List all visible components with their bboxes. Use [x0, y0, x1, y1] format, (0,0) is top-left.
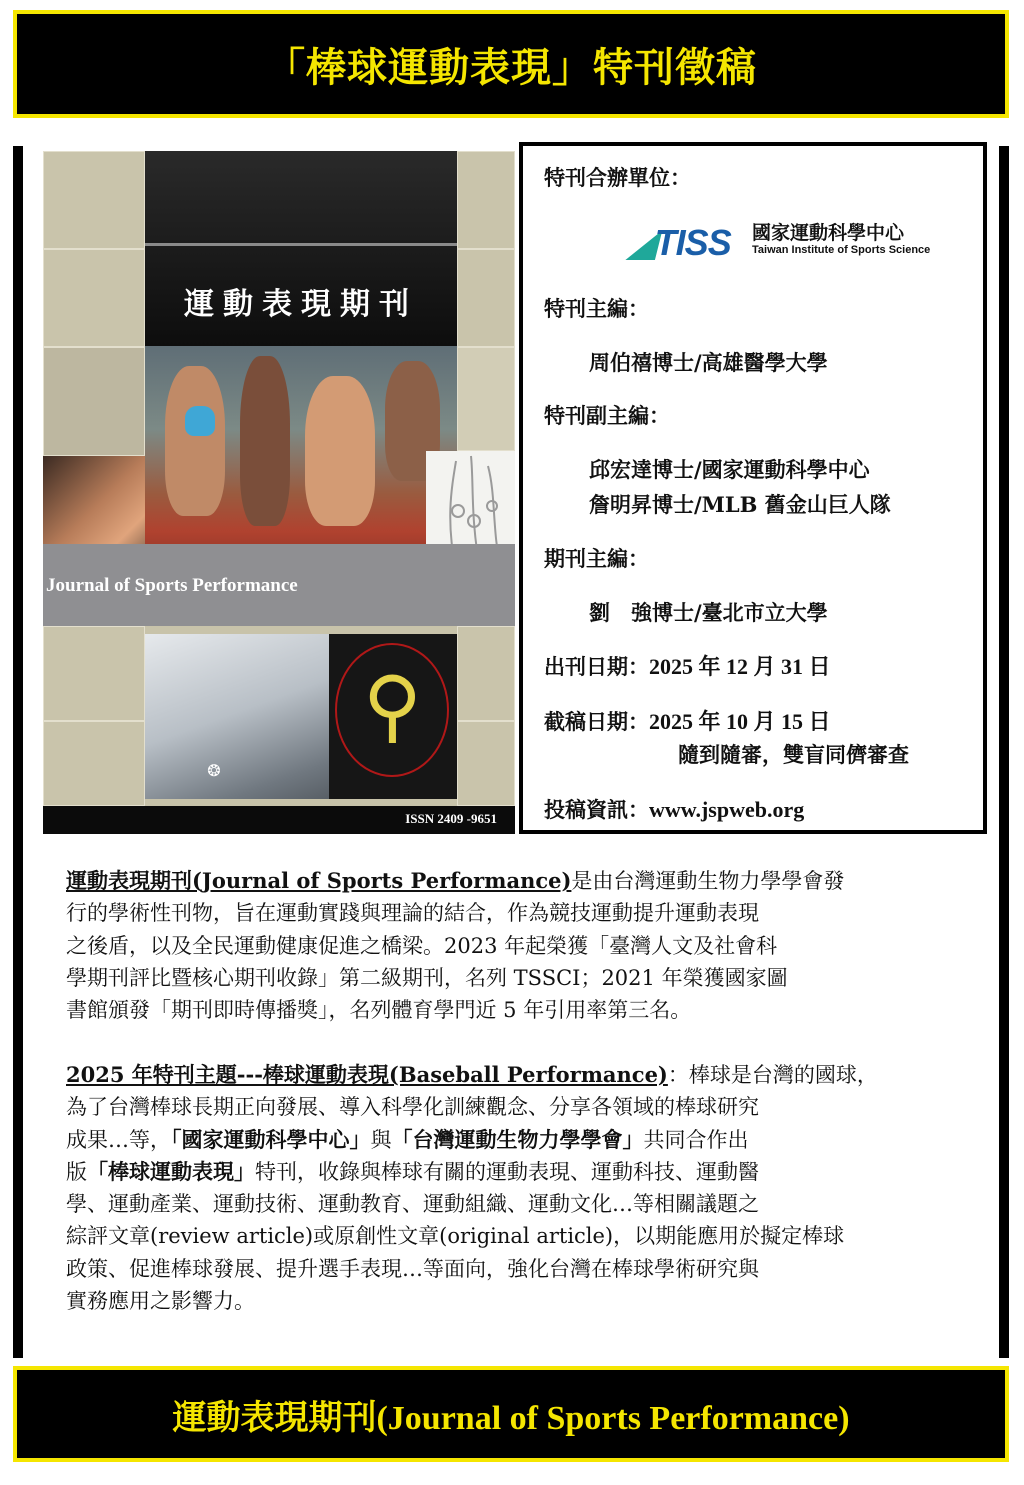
cover-title: 運動表現期刊 [184, 287, 418, 322]
review-note: 隨到隨審，雙盲同儕審查 [678, 742, 909, 767]
page-title: 「棒球運動表現」特刊徵稿 [265, 43, 757, 91]
tiss-logo-mark: ◢TISS [628, 222, 731, 263]
editor-name: 周伯禧博士/高雄醫學大學 [589, 350, 828, 375]
top-banner [13, 10, 1009, 118]
footer-title: 運動表現期刊(Journal of Sports Performance) [172, 1399, 850, 1437]
deadline-date: 2025 年 10 月 15 日 [649, 709, 831, 734]
organizer-label: 特刊合辦單位： [544, 165, 691, 190]
journal-editor-label: 期刊主編： [544, 546, 649, 571]
tiss-name-en: Taiwan Institute of Sports Science [752, 244, 931, 256]
submission-url[interactable]: www.jspweb.org [649, 797, 805, 822]
right-border-bar [999, 146, 1009, 1358]
publish-date-label: 出刊日期： [544, 654, 649, 679]
deputy-editor-2: 詹明昇博士/MLB 舊金山巨人隊 [589, 492, 891, 517]
journal-name-lead: 運動表現期刊(Journal of Sports Performance) [66, 868, 572, 893]
deadline-label: 截稿日期： [544, 709, 649, 734]
special-issue-info-box [519, 142, 987, 834]
tiss-name-cn: 國家運動科學中心 [752, 222, 905, 244]
submission-row [544, 794, 804, 824]
cover-issn: ISSN 2409 -9651 [405, 811, 497, 826]
tiss-logo [628, 218, 958, 262]
journal-description-paragraph: 運動表現期刊(Journal of Sports Performance)是由台灣運動生物力學學會發 行的學術性刊物，旨在運動實踐與理論的結合，作為競技運動提升運動表現 之後盾，以及全民運動健康促進之橋梁。2023 年起榮獲「臺灣人文及社會科 學期刊評比暨核心期刊收錄」第二級期刊，名列 TSSCI；2021 年榮獲國家圖 書館頒發「期刊即時傳播獎」，名列體育學門近 5 年引用率第三名。 [66, 868, 845, 1023]
publish-date-row [544, 650, 831, 681]
submission-label: 投稿資訊： [544, 797, 649, 822]
publish-date: 2025 年 12 月 31 日 [649, 654, 831, 679]
cover-rule [145, 243, 457, 246]
deputy-editor-1: 邱宏達博士/國家運動科學中心 [589, 457, 870, 482]
left-border-bar [13, 146, 23, 1358]
special-issue-theme-paragraph: 2025 年特刊主題---棒球運動表現(Baseball Performance)：棒球是台灣的國球， 為了台灣棒球長期正向發展、導入科學化訓練觀念、分享各領域的棒球研究 成果…等，「國家運動科學中心」與「台灣運動生物力學學會」共同合作出 版「棒球運動表現」特刊，收錄與棒球有關的運動表現、運動科技、運動醫 學、運動產業、運動技術、運動教育、運動組織、運動文化…等相關議題之 綜評文章(review article)或原創性文章(original article)，以期能應用於擬定棒球 政策、促進棒球發展、提升選手表現…等面向，強化台灣在棒球學術研究與 實務應用之影響力。 [66, 1062, 878, 1314]
cover-title-block [145, 151, 457, 346]
editor-label: 特刊主編： [544, 296, 649, 321]
emblem-icon: ❂ [207, 761, 221, 780]
cover-english-title: Journal of Sports Performance [46, 575, 298, 596]
journal-editor-name: 劉 強博士/臺北市立大學 [589, 600, 828, 625]
deadline-row [544, 705, 831, 736]
golfer-figure-icon: ⚲ [363, 659, 422, 752]
journal-cover-image [43, 151, 515, 834]
theme-lead: 2025 年特刊主題---棒球運動表現(Baseball Performance) [66, 1062, 668, 1087]
deputy-editor-label: 特刊副主編： [544, 403, 670, 428]
bottom-banner [13, 1366, 1009, 1462]
